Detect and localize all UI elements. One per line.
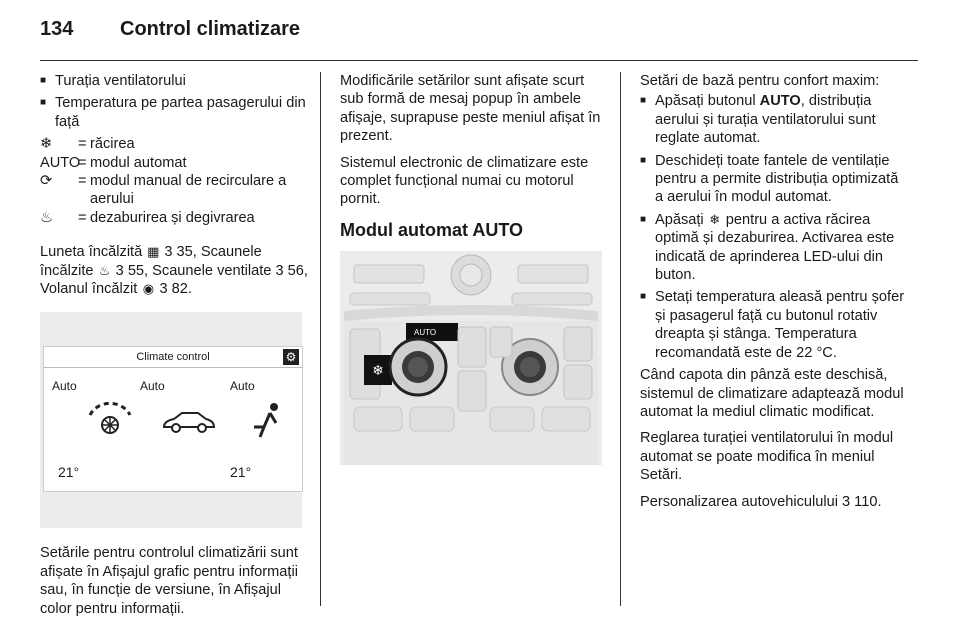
settings-icon: ⚙ (283, 349, 299, 365)
passenger-temperature: 21° (230, 464, 252, 481)
screen-title: Climate control (44, 347, 302, 368)
column-left (40, 72, 308, 626)
list-item: ■ Temperatura pe partea pasagerului din față (40, 94, 308, 131)
fan-icon (84, 397, 136, 439)
header-rule (40, 60, 918, 61)
list-item: ■ Deschideți toate fantele de ventilație pentru a permite distribuția optimizată a aerului în modul automat. (640, 152, 910, 207)
auto-label: AUTO (40, 154, 81, 171)
climate-control-screen (43, 346, 303, 492)
paragraph: Reglarea turației ventilatorului în modul automat se poate modifica în meniul Setări. (640, 430, 894, 484)
list-item: ■ Turația ventilatorului (40, 72, 308, 90)
def-row: ♨ = dezaburirea și degivrarea (40, 209, 255, 226)
page-number: 134 (40, 18, 74, 40)
svg-text:❄: ❄ (372, 363, 384, 380)
paragraph: Modificările setărilor sunt afișate scurt sub formă de mesaj popup în ambele afișaje, suprapuse peste meniul afișat în prezent. (340, 73, 601, 145)
list-item: ■ Setați temperatura aleasă pentru șofer și pasagerul față cu butonul rotativ dreapta și stânga. Temperatura recomandată este de 22 °C. (640, 288, 910, 362)
distribution-auto-label: Auto (140, 379, 165, 394)
paragraph: Când capota din pânză este deschisă, sistemul de climatizare adaptează modul automat la mediul climatic modificat. (640, 367, 904, 420)
definition-list (40, 135, 308, 227)
column-divider (320, 72, 321, 606)
column-divider (620, 72, 621, 606)
seat-auto-label: Auto (230, 379, 255, 394)
panel-auto-label: AUTO (414, 328, 437, 338)
def-row: AUTO = modul automat (40, 154, 187, 171)
heated-seat-icon: ♨ (98, 262, 111, 278)
car-icon (160, 409, 216, 435)
paragraph: Sistemul electronic de climatizare este complet funcțional numai cu motorul pornit. (340, 154, 589, 208)
list-item: ■ Apăsați butonul AUTO, distribuția aerului și turația ventilatorului sunt reglate automat. (640, 92, 910, 147)
list-item: ■ Apăsați ❄ pentru a activa răcirea optimă și dezaburirea. Activarea este indicată de aprinderea LED-ului din buton. (640, 211, 910, 285)
recirculation-icon: ⟳ (40, 173, 53, 190)
def-row: ❄ = răcirea (40, 136, 135, 153)
heated-rear-window-icon: ▦ (147, 244, 160, 260)
seat-icon (250, 401, 282, 441)
snowflake-icon: ❄ (709, 211, 721, 227)
windscreen-defrost-icon: ♨ (40, 209, 54, 226)
climate-display-figure (40, 312, 302, 528)
paragraph: Personalizarea autovehiculului 3 110. (640, 493, 882, 510)
snowflake-icon: ❄ (40, 136, 53, 153)
fan-auto-label: Auto (52, 379, 77, 394)
cross-references: Luneta încălzită ▦ 3 35, Scaunele încălzite ♨ 3 55, Scaunele ventilate 3 56, Volanul încălzit ◉ 3 82. (40, 244, 308, 298)
climate-panel-figure (340, 251, 602, 465)
def-row: ⟳ = modul manual de recirculare a aerului (40, 173, 287, 208)
column-right (640, 72, 910, 519)
page-title: Control climatizare (120, 18, 301, 40)
column-middle (340, 72, 604, 465)
figure-caption: Setările pentru controlul climatizării sunt afișate în Afișajul grafic pentru informații sau, în funcție de versiune, în Afișajul color pentru informații. (40, 545, 298, 617)
driver-temperature: 21° (58, 464, 80, 481)
auto-emphasis: AUTO (759, 93, 801, 110)
paragraph: Setări de bază pentru confort maxim: (640, 73, 880, 89)
section-heading: Modul automat AUTO (340, 219, 523, 240)
heated-steering-wheel-icon: ◉ (142, 281, 155, 297)
climate-panel-illustration (340, 251, 602, 465)
